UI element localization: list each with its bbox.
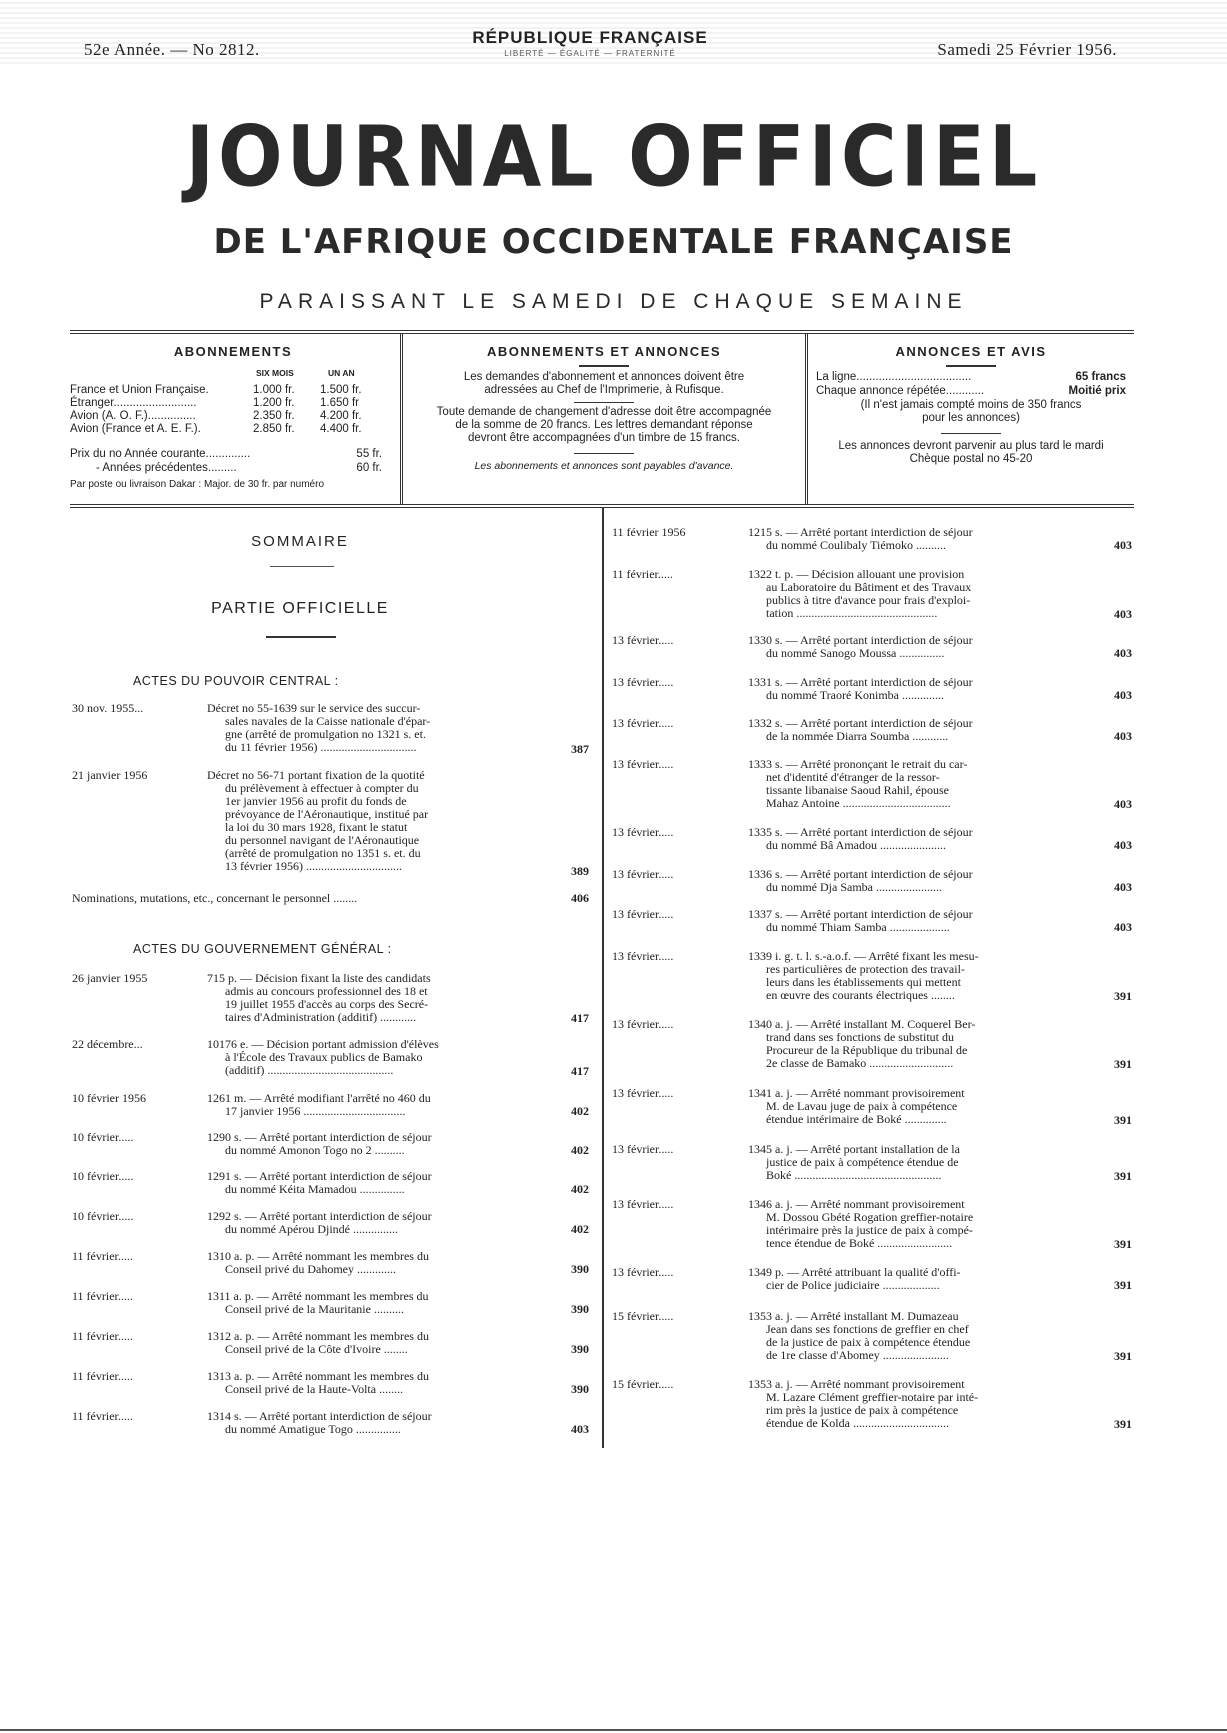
col-un-an: UN AN [328, 368, 355, 378]
republic-header [440, 28, 740, 58]
abonnements-annonces-heading: ABONNEMENTS ET ANNONCES [486, 344, 722, 359]
issue-date: Samedi 25 Février 1956. [937, 40, 1117, 59]
price-row: Avion (A. O. F.)............... 2.350 fr. 4.200 fr. [70, 410, 362, 422]
separator-rule [941, 433, 1001, 434]
abonnements-column [70, 334, 396, 504]
heading-rule [946, 365, 996, 367]
section-pouvoir-central: ACTES DU POUVOIR CENTRAL : [133, 674, 339, 688]
page-bottom-rule [0, 1729, 1227, 1731]
republic-motto: LIBERTÉ — ÉGALITÉ — FRATERNITÉ [504, 49, 676, 58]
sommaire-rule [270, 566, 334, 567]
separator-rule [574, 453, 634, 454]
section-gouvernement-general: ACTES DU GOUVERNEMENT GÉNÉRAL : [133, 942, 392, 956]
price-row: France et Union Française. 1.000 fr. 1.500 fr. [70, 384, 362, 396]
annonces-avis-heading: ANNONCES ET AVIS [895, 344, 1047, 359]
issue-number: 52e Année. — No 2812. [84, 40, 260, 59]
republic-title: RÉPUBLIQUE FRANÇAISE [472, 28, 708, 47]
journal-page: 52e Année. — No 2812. RÉPUBLIQUE FRANÇAISE LIBERTÉ — ÉGALITÉ — FRATERNITÉ Samedi 25 Février 1956. JOURNAL OFFICIEL DE L'AFRIQUE OCCIDENTALE FRANÇAISE PARAISSANT LE SAMEDI DE CHAQUE SEMAINE ABONNEMENTS SIX MOIS UN AN France et Union Française. 1.000 fr. 1.500 fr. Étranger.......................... 1.200 fr. 1.650 fr Avion (A. O. F.)............... 2.350 fr. 4.200 fr. Avion (France et A. E. F.). 2.850 fr. 4.400 fr. Prix du no Année courante.............. 55 fr. - Années précédentes......... 60 fr. Par poste ou livraison Dakar : Major. de 30 fr. par numéro ABONNEMENTS ET ANNONCES Les demandes d'abonnement et annonces doivent être adressées au Chef de l'Imprimerie, à Rufisque. Toute demande de changement d'adresse doit être accompagnée de la somme de 20 francs. Les lettres demandant réponse devront être accompagnées d'un timbre de 15 francs. Les abonnements et annonces sont payables d'avance. ANNONCES ET AVIS La ligne.................................... 65 francs Chaque annonce répétée............ Moitié prix (Il n'est jamais compté moins de 350 francs pour les annonces) Les annonces devront parvenir au plus tard le mardi Chèque postal no 45-20 SOMMAIRE PARTIE OFFICIELLE ACTES DU POUVOIR CENTRAL : ACTES DU GOUVERNEMENT GÉNÉRAL : 30 nov. 1955... Décret no 55-1639 sur le service des succur- sales navales de la Caisse nationale d'épar- gne (arrêté de promulgation no 1321 s. et. du 11 février 1956) ................................ 387 21 janvier 1956 Décret no 56-71 portant fixation de la quotité du prélèvement à effectuer à compter du 1er janvier 1956 au profit du fonds de prévoyance de l'Aéronautique, institué par la loi du 30 mars 1928, fixant le statut du personnel navigant de l'Aéronautique (arrêté de promulgation no 1351 s. et. du 13 février 1956) ................................ 389 Nominations, mutations, etc., concernant le personnel ........ 406 26 janvier 1955 715 p. — Décision fixant la liste des candidats admis au concours professionnel des 18 et 19 juillet 1955 d'accès au corps des Secré- taires d'Administration (additif) ............ 417 22 décembre... 10176 e. — Décision portant admission d'élèves à l'École des Travaux publics de Bamako (additif) .......................................... 417 10 février 1956 1261 m. — Arrêté modifiant l'arrêté no 460 du 17 janvier 1956 .................................. 402 10 février..... 1290 s. — Arrêté portant interdiction de séjour du nommé Amonon Togo no 2 .......... 402 10 février..... 1291 s. — Arrêté portant interdiction de séjour du nommé Kéita Mamadou ............... 402 10 février..... 1292 s. — Arrêté portant interdiction de séjour du nommé Apérou Djindé ............... 402 11 février..... 1310 a. p. — Arrêté nommant les membres du Conseil privé du Dahomey ............. 390 11 février..... 1311 a. p. — Arrêté nommant les membres du Conseil privé de la Mauritanie .......... 390 11 février..... 1312 a. p. — Arrêté nommant les membres du Conseil privé de la Côte d'Ivoire ........ 390 11 février..... 1313 a. p. — Arrêté nommant les membres du Conseil privé de la Haute-Volta ........ 390 11 février..... 1314 s. — Arrêté portant interdiction de séjour du nommé Amatigue Togo ............... 403 11 février 1956 1215 s. — Arrêté portant interdiction de séjour du nommé Coulibaly Tiémoko .......... 403 11 février..... 1322 t. p. — Décision allouant une provision au Laboratoire du Bâtiment et des Travaux publics à titre d'avance pour frais d'exploi- tation ............................................... 403 13 février..... 1330 s. — Arrêté portant interdiction de séjour du nommé Sanogo Moussa ............... 403 13 février..... 1331 s. — Arrêté portant interdiction de séjour du nommé Traoré Konimba .............. 403 13 février..... 1332 s. — Arrêté portant interdiction de séjour de la nommée Diarra Soumba ............ 403 13 février..... 1333 s. — Arrêté prononçant le retrait du car- net d'identité d'étranger de la ressor- tissante libanaise Saoud Rahil, épouse Mahaz Antoine .................................... 403 13 février..... 1335 s. — Arrêté portant interdiction de séjour du nommé Bâ Amadou ...................... 403 13 février..... 1336 s. — Arrêté portant interdiction de séjour du nommé Dja Samba ...................... 403 13 février..... 1337 s. — Arrêté portant interdiction de séjour du nommé Thiam Samba .................... 403 13 février..... 1339 i. g. t. l. s.-a.o.f. — Arrêté fixant les mesu- res particulières de protection des travail- leurs dans les établissements qui mettent en œuvre des courants électriques ........ 391 13 février..... 1340 a. j. — Arrêté installant M. Coquerel Ber- trand dans ses fonctions de substitut du Procureur de la République du tribunal de 2e classe de Bamako ............................ 391 13 février..... 1341 a. j. — Arrêté nommant provisoirement M. de Lavau juge de paix à compétence étendue intérimaire de Boké .............. 391 13 février..... 1345 a. j. — Arrêté portant installation de la justice de paix à compétence étendue de Boké ................................................. 391 13 février..... 1346 a. j. — Arrêté nommant provisoirement M. Dossou Gbété Rogation greffier-notaire intérimaire près la justice de paix à compé- tence étendue de Boké ......................... 391 13 février..... 1349 p. — Arrêté attribuant la qualité d'offi- cier de Police judiciaire ................... 391 15 février..... 1353 a. j. — Arrêté installant M. Dumazeau Jean dans ses fonctions de greffier en chef de la justice de paix à compétence étendue de 1re classe d'Abomey ...................... 391 15 février..... 1353 a. j. — Arrêté nommant provisoirement M. Lazare Clément greffier-notaire par inté- rim près la justice de paix à compétence étendue de Kolda ................................ 391 [0, 0, 1227, 1733]
price-row: Étranger.......................... 1.200 fr. 1.650 fr [70, 397, 359, 409]
annonces-avis-column: ANNONCES ET AVIS La ligne.................................... 65 francs Chaque annonce répétée............ Moitié prix (Il n'est jamais compté moins de 350 francs pour les annonces) Les annonces devront parvenir au plus tard le mardi Chèque postal no 45-20 [808, 334, 1134, 504]
col-six-mois: SIX MOIS [256, 368, 294, 378]
journal-subtitle: DE L'AFRIQUE OCCIDENTALE FRANÇAISE [213, 222, 1014, 262]
abonnements-heading: ABONNEMENTS [173, 344, 293, 359]
journal-tagline: PARAISSANT LE SAMEDI DE CHAQUE SEMAINE [259, 290, 968, 313]
subscription-box [70, 330, 1134, 508]
rate-line: La ligne.................................... 65 francs [816, 371, 1126, 383]
partie-officielle-title: PARTIE OFFICIELLE [211, 600, 389, 617]
partie-rule [266, 636, 336, 638]
prix-row: Prix du no Année courante.............. 55 fr. [70, 448, 382, 460]
prix-row: - Années précédentes......... 60 fr. [96, 462, 382, 474]
sommaire-title: SOMMAIRE [251, 533, 349, 550]
heading-rule [579, 365, 629, 367]
separator-rule [574, 402, 634, 403]
abonnements-annonces-column: ABONNEMENTS ET ANNONCES Les demandes d'abonnement et annonces doivent être adressées au Chef de l'Imprimerie, à Rufisque. Toute demande de changement d'adresse doit être accompagnée de la somme de 20 francs. Les lettres demandant réponse devront être accompagnées d'un timbre de 15 francs. Les abonnements et annonces sont payables d'avance. [400, 334, 808, 504]
price-row: Avion (France et A. E. F.). 2.850 fr. 4.400 fr. [70, 423, 362, 435]
rate-repeated: Chaque annonce répétée............ Moitié prix [816, 385, 1126, 397]
payment-note: Les abonnements et annonces sont payables d'avance. [474, 460, 734, 472]
column-divider [602, 508, 604, 1448]
journal-title: JOURNAL OFFICIEL [185, 107, 1042, 206]
postage-note: Par poste ou livraison Dakar : Major. de 30 fr. par numéro [70, 479, 325, 490]
